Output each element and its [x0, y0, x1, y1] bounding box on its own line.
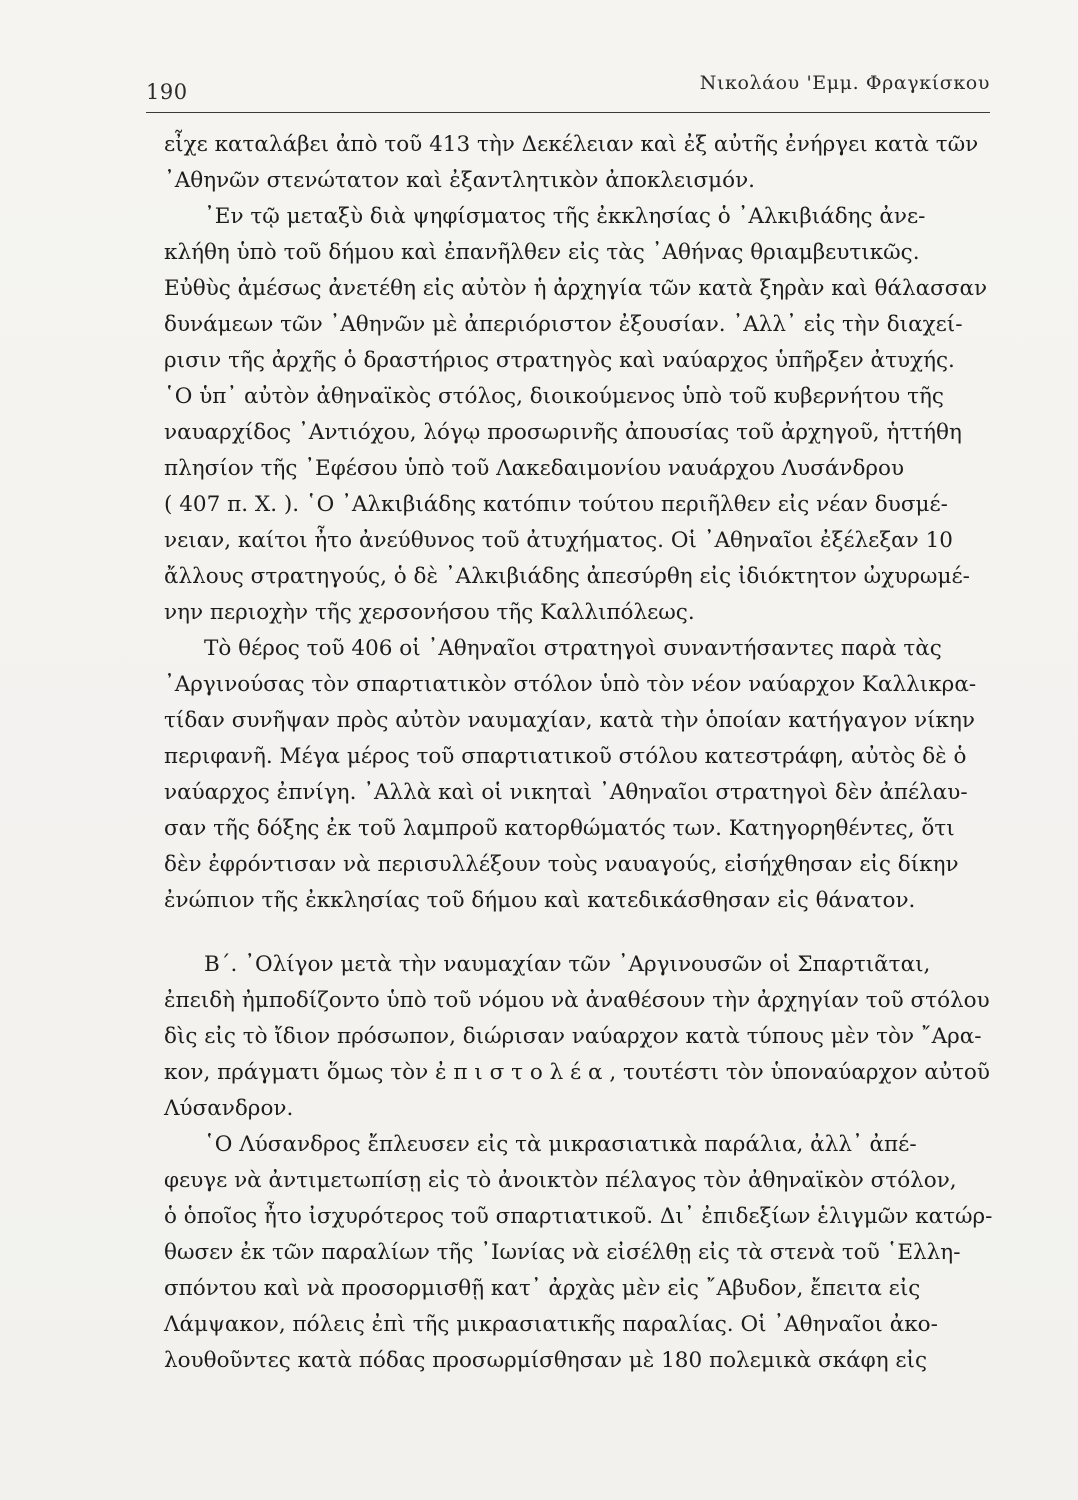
text-line: ἐνώπιον τῆς ἐκκλησίας τοῦ δήμου καὶ κατεδικάσθησαν εἰς θάνατον. — [164, 888, 916, 913]
text-line: δυνάμεων τῶν ᾿Αθηνῶν μὲ ἀπεριόριστον ἐξουσίαν. ᾿Αλλ᾿ εἰς τὴν διαχεί- — [164, 312, 963, 337]
text-line: περιφανῆ. Μέγα μέρος τοῦ σπαρτιατικοῦ στόλου κατεστράφη, αὐτὸς δὲ ὁ — [164, 744, 967, 769]
text-line: λουθοῦντες κατὰ πόδας προσωρμίσθησαν μὲ 180 πολεμικὰ σκάφη εἰς — [164, 1348, 928, 1373]
text-line: ᾿Αθηνῶν στενώτατον καὶ ἐξαντλητικὸν ἀποκλεισμόν. — [164, 168, 755, 193]
text-line: πλησίον τῆς ᾿Εφέσου ὑπὸ τοῦ Λακεδαιμονίου ναυάρχου Λυσάνδρου — [164, 456, 905, 481]
text-line: κον, πράγματι ὅμως τὸν ἐ π ι σ τ ο λ έ α , τουτέστι τὸν ὑποναύαρχον αὐτοῦ — [164, 1060, 990, 1085]
text-line: κλήθη ὑπὸ τοῦ δήμου καὶ ἐπανῆλθεν εἰς τὰς ᾿Αθήνας θριαμβευτικῶς. — [164, 240, 920, 265]
page-header — [146, 70, 990, 114]
text-line: ῾Ο ὑπ᾿ αὐτὸν ἀθηναϊκὸς στόλος, διοικούμενος ὑπὸ τοῦ κυβερνήτου τῆς — [164, 384, 944, 409]
text-line: ἄλλους στρατηγούς, ὁ δὲ ᾿Αλκιβιάδης ἀπεσύρθη εἰς ἰδιόκτητον ὠχυρωμέ- — [164, 564, 970, 589]
text-line: ἐπειδὴ ἠμποδίζοντο ὑπὸ τοῦ νόμου νὰ ἀναθέσουν τὴν ἀρχηγίαν τοῦ στόλου — [164, 988, 990, 1013]
text-line: ναυαρχίδος ᾿Αντιόχου, λόγῳ προσωρινῆς ἀπουσίας τοῦ ἀρχηγοῦ, ἡττήθη — [164, 420, 962, 445]
text-line: σπόντου καὶ νὰ προσορμισθῇ κατ᾿ ἀρχὰς μὲν εἰς ῎Αβυδον, ἔπειτα εἰς — [164, 1276, 921, 1301]
page-number: 190 — [146, 80, 188, 104]
text-line: δὶς εἰς τὸ ἴδιον πρόσωπον, διώρισαν ναύαρχον κατὰ τύπους μὲν τὸν ῎Αρα- — [164, 1024, 982, 1049]
text-line: ᾿Αργινούσας τὸν σπαρτιατικὸν στόλον ὑπὸ τὸν νέον ναύαρχον Καλλικρα- — [164, 672, 977, 697]
text-line: Τὸ θέρος τοῦ 406 οἱ ᾿Αθηναῖοι στρατηγοὶ συναντήσαντες παρὰ τὰς — [204, 636, 942, 661]
text-line: νην περιοχὴν τῆς χερσονήσου τῆς Καλλιπόλεως. — [164, 600, 695, 625]
text-line: φευγε νὰ ἀντιμετωπίσῃ εἰς τὸ ἀνοικτὸν πέλαγος τὸν ἀθηναϊκὸν στόλον, — [164, 1168, 957, 1193]
text-line: θωσεν ἐκ τῶν παραλίων τῆς ᾿Ιωνίας νὰ εἰσέλθῃ εἰς τὰ στενὰ τοῦ ῾Ελλη- — [164, 1240, 961, 1265]
text-line: νειαν, καίτοι ἦτο ἀνεύθυνος τοῦ ἀτυχήματος. Οἱ ᾿Αθηναῖοι ἐξέλεξαν 10 — [164, 528, 953, 553]
text-line: ( 407 π. Χ. ). ῾Ο ᾿Αλκιβιάδης κατόπιν τούτου περιῆλθεν εἰς νέαν δυσμέ- — [164, 492, 948, 517]
header-rule — [146, 112, 990, 113]
text-line: Λύσανδρον. — [164, 1096, 294, 1121]
text-line: Λάμψακον, πόλεις ἐπὶ τῆς μικρασιατικῆς παραλίας. Οἱ ᾿Αθηναῖοι ἀκο- — [164, 1312, 938, 1337]
text-line: ὁ ὁποῖος ἦτο ἰσχυρότερος τοῦ σπαρτιατικοῦ. Δι᾿ ἐπιδεξίων ἑλιγμῶν κατώρ- — [164, 1204, 993, 1229]
running-head: Νικολάου 'Εμμ. Φραγκίσκου — [699, 72, 990, 94]
text-line: δὲν ἐφρόντισαν νὰ περισυλλέξουν τοὺς ναυαγούς, εἰσήχθησαν εἰς δίκην — [164, 852, 959, 877]
text-line: ῾Ο Λύσανδρος ἔπλευσεν εἰς τὰ μικρασιατικὰ παράλια, ἀλλ᾿ ἀπέ- — [204, 1132, 917, 1157]
text-line: ρισιν τῆς ἀρχῆς ὁ δραστήριος στρατηγὸς καὶ ναύαρχος ὑπῆρξεν ἀτυχής. — [164, 348, 955, 373]
text-line: ᾿Εν τῷ μεταξὺ διὰ ψηφίσματος τῆς ἐκκλησίας ὁ ᾿Αλκιβιάδης ἀνε- — [204, 204, 926, 229]
text-line: Β΄. ᾿Ολίγον μετὰ τὴν ναυμαχίαν τῶν ᾿Αργινουσῶν οἱ Σπαρτιᾶται, — [204, 952, 931, 977]
text-line: ναύαρχος ἐπνίγη. ᾿Αλλὰ καὶ οἱ νικηταὶ ᾿Αθηναῖοι στρατηγοὶ δὲν ἀπέλαυ- — [164, 780, 968, 805]
text-line: εἶχε καταλάβει ἀπὸ τοῦ 413 τὴν Δεκέλειαν καὶ ἐξ αὐτῆς ἐνήργει κατὰ τῶν — [164, 132, 979, 157]
text-line: σαν τῆς δόξης ἐκ τοῦ λαμπροῦ κατορθώματός των. Κατηγορηθέντες, ὅτι — [164, 816, 955, 841]
text-line: τίδαν συνῆψαν πρὸς αὐτὸν ναυμαχίαν, κατὰ τὴν ὁποίαν κατήγαγον νίκην — [164, 708, 975, 733]
text-line: Εὐθὺς ἀμέσως ἀνετέθη εἰς αὐτὸν ἡ ἀρχηγία τῶν κατὰ ξηρὰν καὶ θάλασσαν — [164, 276, 988, 301]
